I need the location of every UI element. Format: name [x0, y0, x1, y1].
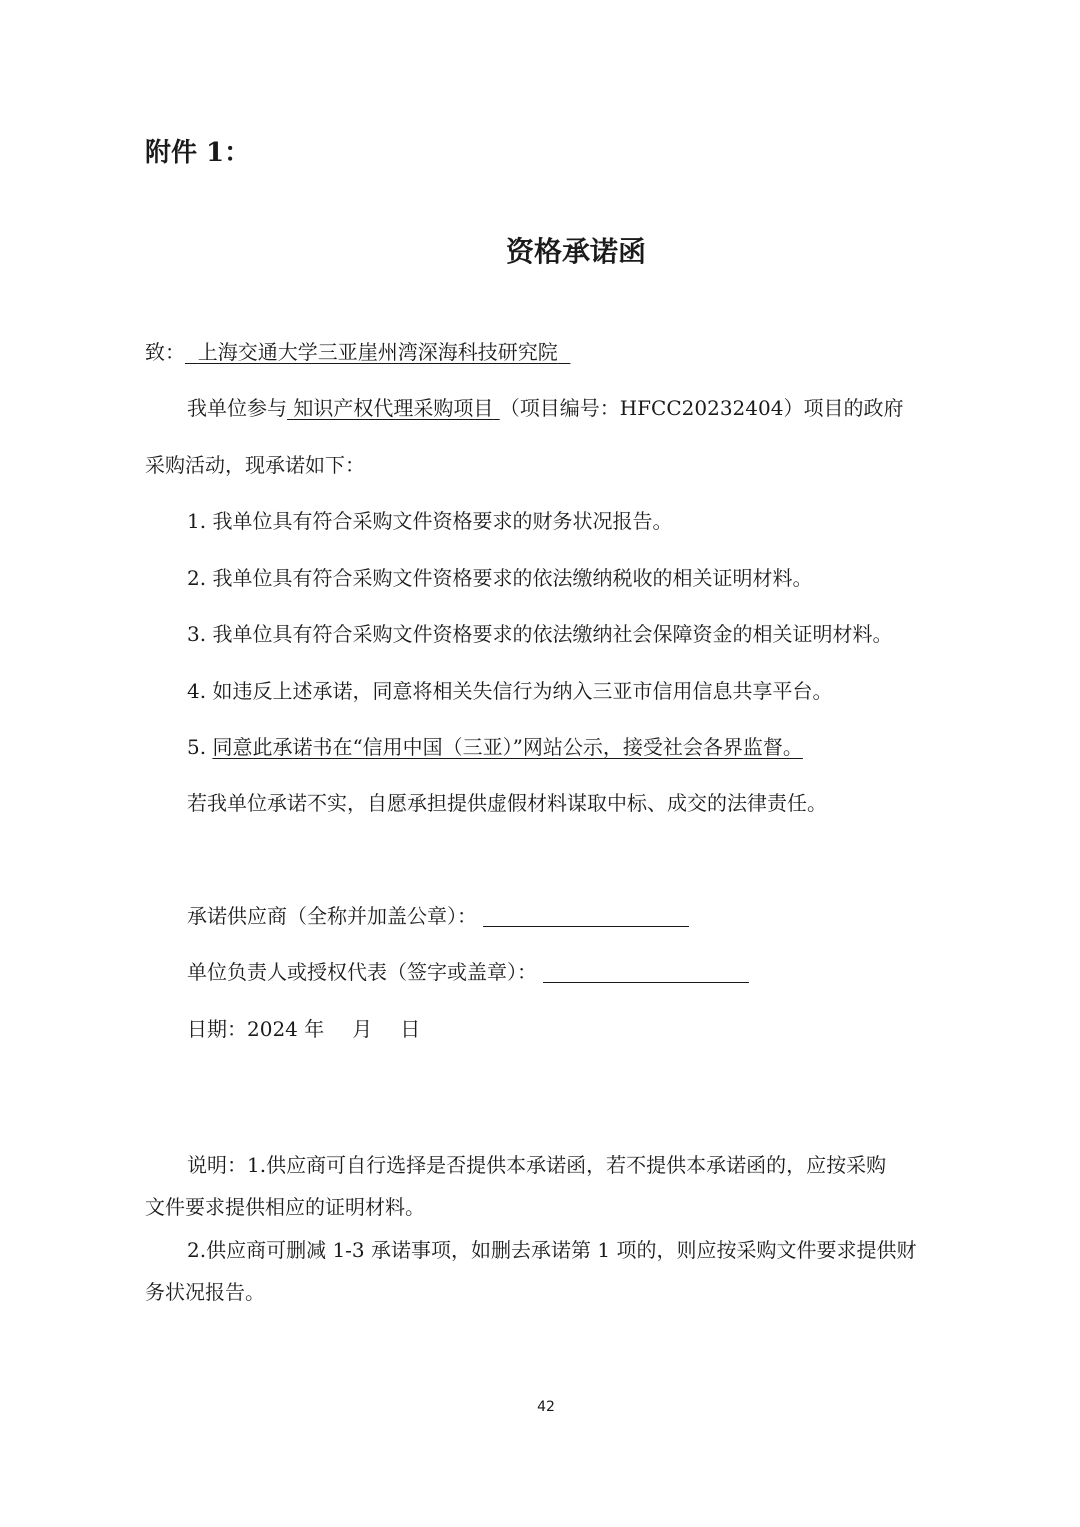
note-line: 文件要求提供相应的证明材料。: [145, 1195, 425, 1219]
note-line: 说明：1.供应商可自行选择是否提供本承诺函，若不提供本承诺函的，应按采购: [187, 1153, 887, 1177]
recipient-prefix: 致：: [145, 340, 185, 364]
commitment-item: 2. 我单位具有符合采购文件资格要求的依法缴纳税收的相关证明材料。: [187, 566, 813, 590]
recipient-name: 上海交通大学三亚崖州湾深海科技研究院: [197, 340, 558, 364]
commitment-item: 4. 如违反上述承诺，同意将相关失信行为纳入三亚市信用信息共享平台。: [187, 679, 833, 703]
supplier-blank[interactable]: [483, 906, 689, 927]
page-number: 42: [537, 1399, 555, 1415]
supplier-signature-line: 承诺供应商（全称并加盖公章）：: [187, 902, 689, 930]
project-name: 知识产权代理采购项目: [293, 396, 494, 420]
commitment-item: 5. 同意此承诺书在“信用中国（三亚）”网站公示，接受社会各界监督。: [187, 735, 803, 759]
representative-blank[interactable]: [543, 962, 749, 983]
document-title: 资格承诺函: [505, 235, 646, 268]
representative-signature-line: 单位负责人或授权代表（签字或盖章）：: [187, 958, 749, 986]
commitment-item: 1. 我单位具有符合采购文件资格要求的财务状况报告。: [187, 509, 673, 533]
liability-statement: 若我单位承诺不实，自愿承担提供虚假材料谋取中标、成交的法律责任。: [187, 791, 827, 815]
date-line: 日期：2024 年 月 日: [187, 1017, 421, 1041]
note-line: 务状况报告。: [145, 1280, 265, 1304]
intro-line-1: 我单位参与 知识产权代理采购项目 （项目编号：HFCC20232404）项目的政府: [187, 396, 904, 420]
note-line: 2.供应商可删减 1-3 承诺事项，如删去承诺第 1 项的，则应按采购文件要求提供财: [187, 1238, 917, 1262]
intro-line-2: 采购活动，现承诺如下：: [145, 453, 365, 477]
commitment-item: 3. 我单位具有符合采购文件资格要求的依法缴纳社会保障资金的相关证明材料。: [187, 622, 893, 646]
recipient-line: [145, 338, 570, 366]
attachment-label: 附件 1：: [145, 138, 251, 168]
